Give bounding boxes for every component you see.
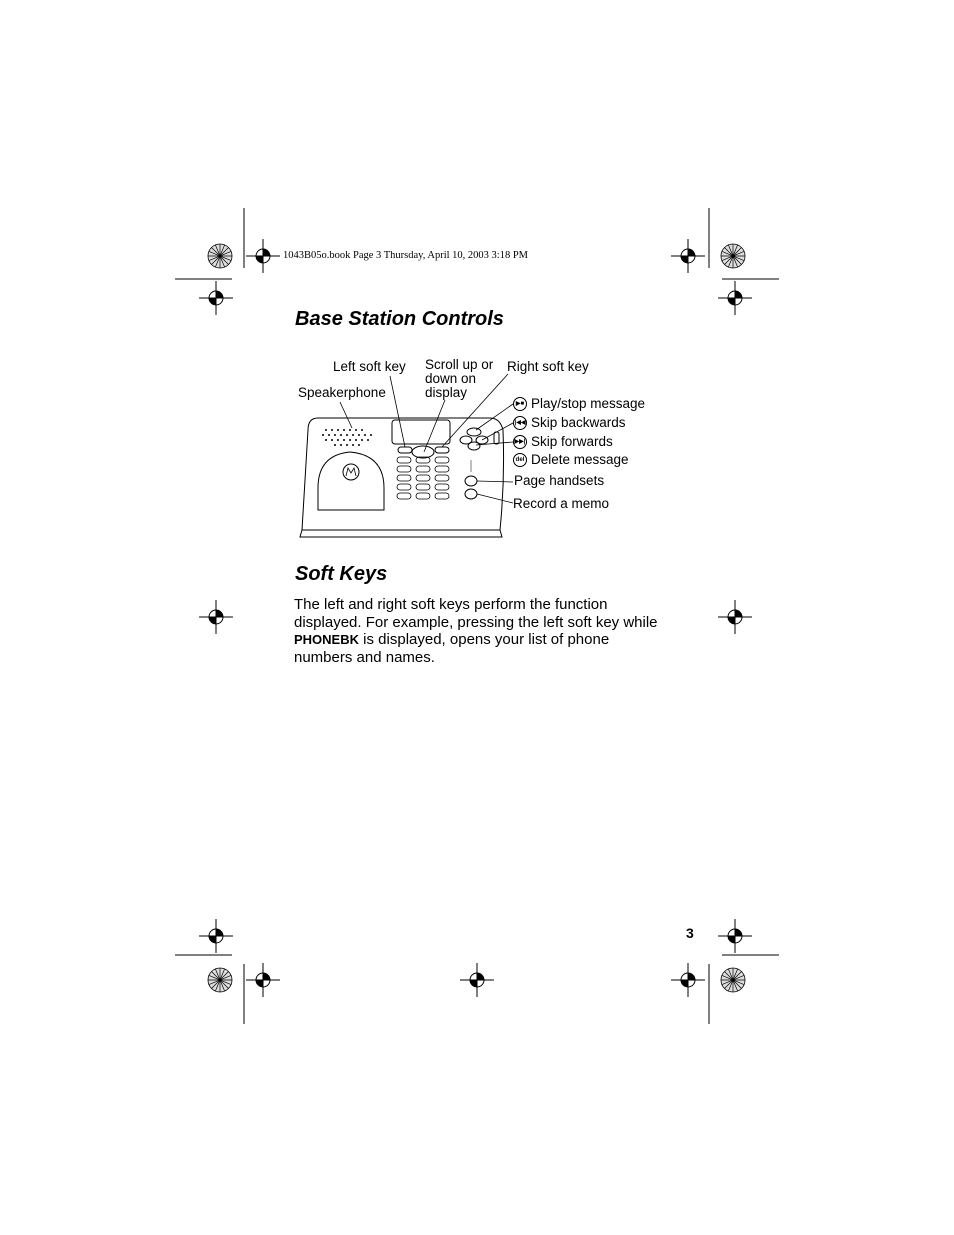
play-stop-icon: ▶■ [513, 397, 527, 411]
speaker-grille [322, 429, 372, 446]
right-soft-key [435, 447, 449, 453]
display-window [392, 420, 450, 444]
page-button [465, 476, 477, 486]
legend-delete: del Delete message [513, 452, 629, 467]
body-paragraph: The left and right soft keys perform the function displayed. For example, pressing the left soft key while PHONEBK is displayed, opens your list of phone numbers and names. [294, 596, 658, 666]
section-title-base-station-controls: Base Station Controls [295, 308, 504, 330]
scroll-button [412, 446, 434, 458]
left-soft-key [398, 447, 412, 453]
legend-play-stop: ▶■ Play/stop message [513, 396, 645, 411]
legend-skip-backwards: |◀◀ Skip backwards [514, 415, 626, 430]
handset-cradle [318, 452, 384, 510]
label-scroll: Scroll up or down on display [425, 357, 494, 400]
section-title-soft-keys: Soft Keys [295, 563, 388, 585]
phonebk-key-label: PHONEBK [294, 632, 360, 647]
label-speakerphone: Speakerphone [298, 385, 386, 400]
page-number: 3 [686, 925, 694, 941]
skip-forwards-icon: ▶▶| [513, 435, 527, 449]
legend-skip-forwards: ▶▶| Skip forwards [514, 434, 613, 449]
keypad [397, 457, 449, 499]
skip-backwards-icon: |◀◀ [513, 416, 527, 430]
delete-icon: del [513, 453, 527, 467]
file-header: 1043B05o.book Page 3 Thursday, April 10, 2003 3:18 PM [283, 250, 529, 261]
label-record-memo: Record a memo [513, 496, 610, 511]
memo-button [465, 489, 477, 499]
label-right-soft-key: Right soft key [507, 359, 589, 374]
motorola-logo-icon [343, 464, 359, 480]
label-left-soft-key: Left soft key [333, 359, 406, 374]
label-page-handsets: Page handsets [514, 473, 605, 488]
